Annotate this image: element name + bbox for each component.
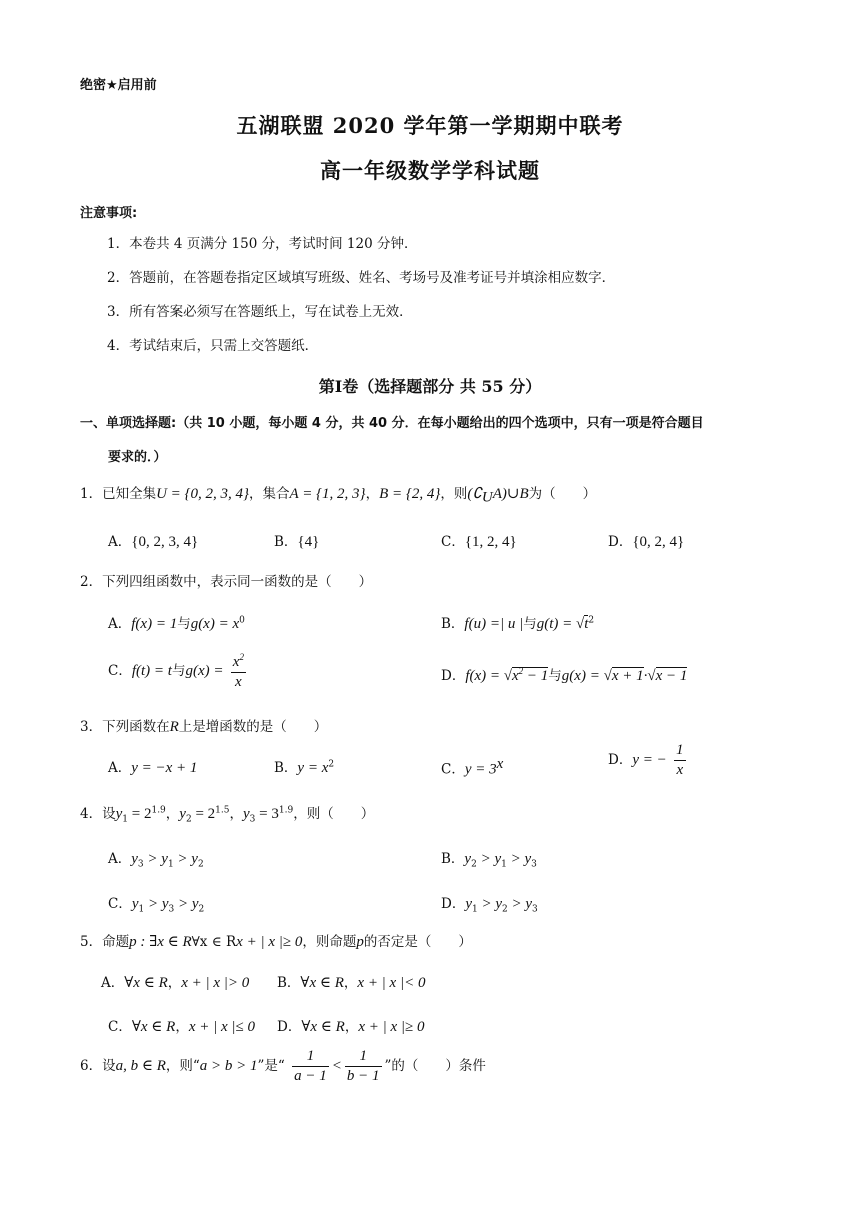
fraction: $\frac{1}{x}$ bbox=[676, 742, 684, 778]
question-4-stem: 4．设$y_1 = 2^{1.9}$，$y_2 = 2^{1.5}$，$y_3 = 3^{1.9}$，则（ ） bbox=[80, 805, 375, 825]
question-1-option-c[interactable]: C．{1, 2, 4} bbox=[441, 534, 517, 550]
question-3-option-d[interactable]: D．y = − $\frac{1}{x}$ bbox=[608, 742, 684, 778]
question-5-option-c[interactable]: C．∀x ∈ R，x + | x |≤ 0 bbox=[108, 1019, 255, 1035]
confidential-label: 绝密★启用前 bbox=[80, 78, 157, 93]
question-1-option-d[interactable]: D．{0, 2, 4} bbox=[608, 534, 685, 550]
question-3-stem: 3．下列函数在R上是增函数的是（ ） bbox=[80, 719, 328, 735]
question-5-option-b[interactable]: B．∀x ∈ R，x + | x |< 0 bbox=[277, 975, 426, 991]
notes-heading: 注意事项: bbox=[80, 206, 138, 221]
question-5-stem: 5．命题p : ∃x ∈ R∀x ∈ Rx + | x |≥ 0，则命题p的否定是（ ） bbox=[80, 934, 472, 950]
question-6-stem: 6．设a, b ∈ R，则“a > b > 1”是“ $\frac{1}{a - 1}$ < $\frac{1}{b - 1}$ ”的（ ）条件 bbox=[80, 1048, 486, 1084]
fraction: $\frac{1}{b - 1}$ bbox=[346, 1048, 380, 1084]
note-item: 3．所有答案必须写在答题纸上，写在试卷上无效． bbox=[107, 304, 413, 320]
exam-title: 五湖联盟 2020 学年第一学期期中联考 bbox=[236, 113, 624, 138]
exam-subtitle: 高一年级数学学科试题 bbox=[320, 158, 540, 183]
part-heading: 一、单项选择题:（共 10 小题，每小题 4 分，共 40 分．在每小题给出的四个选项中，只有一项是符合题目 bbox=[80, 416, 704, 431]
question-3-option-b[interactable]: B．$y = x^2$ bbox=[274, 759, 335, 776]
question-3-option-a[interactable]: A．y = −x + 1 bbox=[108, 760, 198, 776]
part-heading-continued: 要求的．） bbox=[108, 450, 167, 465]
question-5-option-a[interactable]: A．∀x ∈ R，x + | x |> 0 bbox=[101, 975, 250, 991]
fraction: $\frac{x^2}{x}$ bbox=[232, 652, 244, 690]
section-title: 第Ⅰ卷（选择题部分 共 55 分） bbox=[318, 377, 542, 396]
question-2-option-a[interactable]: A．f(x) = 1与$g(x) = x^0$ bbox=[108, 615, 245, 632]
note-item: 4．考试结束后，只需上交答题纸． bbox=[107, 338, 319, 354]
question-4-option-b[interactable]: B．$y_2 > y_1 > y_3$ bbox=[441, 851, 537, 870]
question-2-stem: 2．下列四组函数中，表示同一函数的是（ ） bbox=[80, 574, 373, 590]
question-5-option-d[interactable]: D．∀x ∈ R，x + | x |≥ 0 bbox=[277, 1019, 425, 1035]
question-1-option-a[interactable]: A．{0, 2, 3, 4} bbox=[108, 534, 199, 550]
question-2-option-c[interactable]: C．f(t) = t与g(x) = $\frac{x^2}{x}$ bbox=[108, 652, 244, 690]
question-1-option-b[interactable]: B．{4} bbox=[274, 534, 320, 550]
question-4-option-a[interactable]: A．$y_3 > y_1 > y_2$ bbox=[108, 851, 204, 870]
question-4-option-c[interactable]: C．$y_1 > y_3 > y_2$ bbox=[108, 896, 205, 915]
note-item: 1．本卷共 4 页满分 150 分，考试时间 120 分钟． bbox=[107, 236, 418, 252]
note-item: 2．答题前，在答题卷指定区域填写班级、姓名、考场号及准考证号并填涂相应数字． bbox=[107, 270, 616, 286]
question-1-stem: 1．已知全集U = {0, 2, 3, 4}，集合A = {1, 2, 3}，B = {2, 4}，则$(∁_UA)\cup B$为（ ） bbox=[80, 486, 597, 506]
question-3-option-c[interactable]: C．$y = 3^x$ bbox=[441, 756, 504, 778]
fraction: $\frac{1}{a - 1}$ bbox=[294, 1048, 327, 1084]
question-2-option-d[interactable]: D．$f(x) = √x^2 - 1$与g(x) = √x + 1·√x − 1 bbox=[441, 666, 688, 684]
question-4-option-d[interactable]: D．$y_1 > y_2 > y_3$ bbox=[441, 896, 538, 915]
question-2-option-b[interactable]: B．f(u) =| u |与$g(t) = √t^2$ bbox=[441, 615, 595, 632]
